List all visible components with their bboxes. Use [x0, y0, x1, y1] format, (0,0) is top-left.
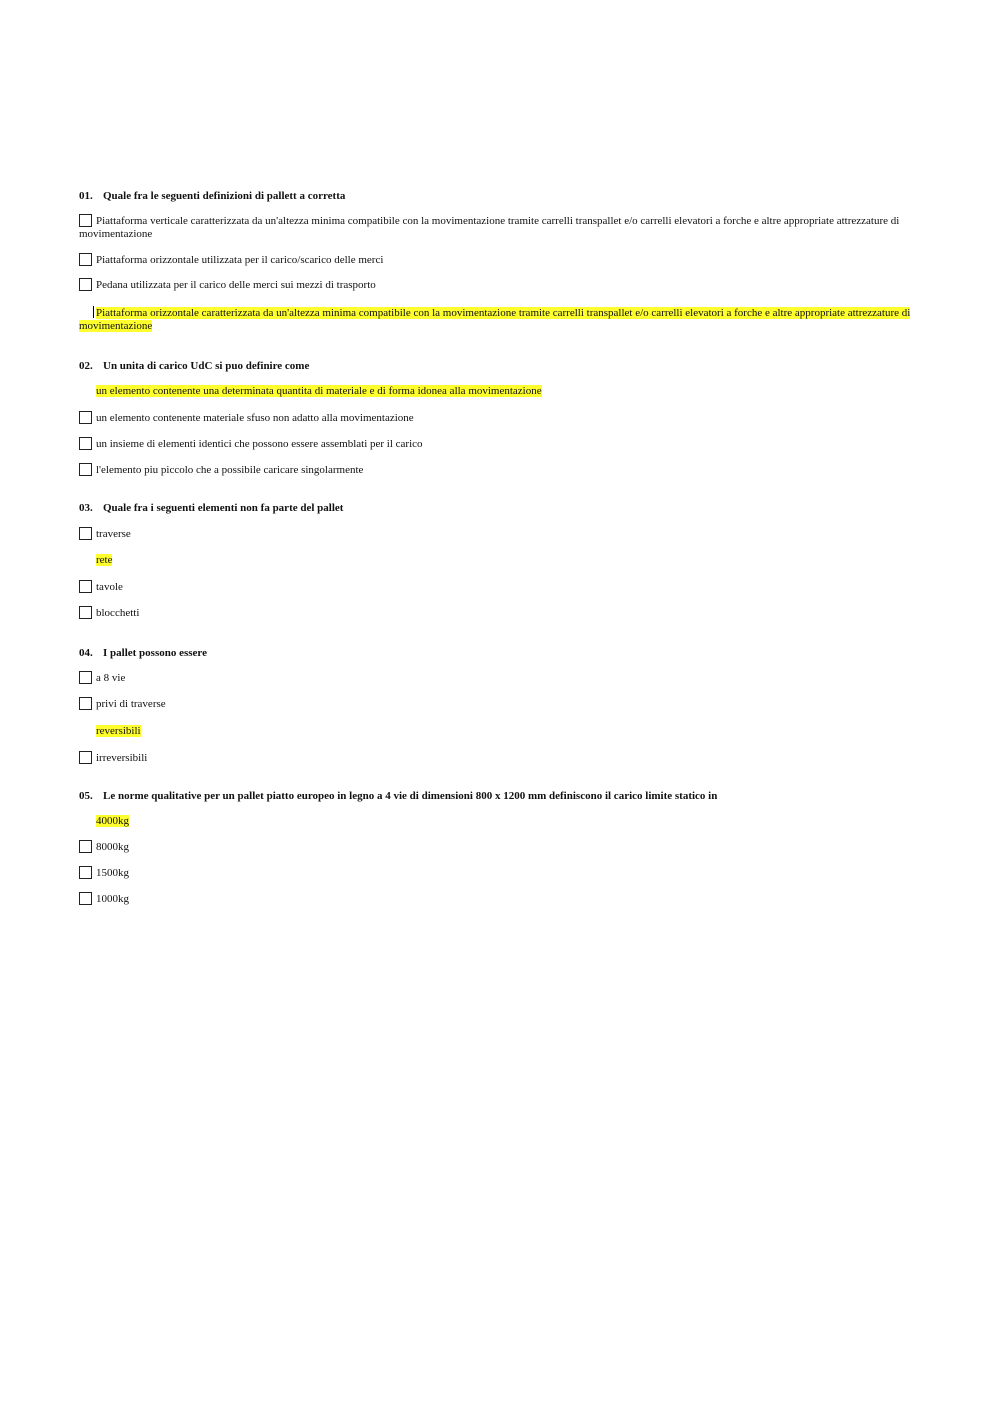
option-checkbox[interactable]: l'elemento piu piccolo che a possibile caricare singolarmente — [79, 463, 921, 477]
option-checkbox[interactable]: tavole — [79, 580, 921, 594]
option-correct-answer[interactable]: Piattaforma orizzontale caratterizzata da un'altezza minima compatibile con la movimentazione tramite carrelli transpallet e/o carrelli elevatori a forche e altre appropriate attrezzature di movimentazione — [79, 307, 911, 332]
question-title: 03. Quale fra i seguenti elementi non fa parte del pallet — [79, 502, 344, 514]
checkbox[interactable] — [79, 411, 92, 424]
text-cursor — [93, 306, 94, 318]
checkbox[interactable] — [79, 840, 92, 853]
checkbox[interactable] — [79, 866, 92, 879]
checkbox[interactable] — [79, 278, 92, 291]
checkbox[interactable] — [79, 751, 92, 764]
option-correct-answer[interactable]: 4000kg — [96, 815, 129, 827]
question-title: 04. I pallet possono essere — [79, 647, 207, 659]
question-05 — [79, 789, 921, 803]
checkbox[interactable] — [79, 697, 92, 710]
checkbox[interactable] — [79, 606, 92, 619]
question-02 — [79, 359, 921, 373]
checkbox[interactable] — [79, 253, 92, 266]
checkbox[interactable] — [79, 580, 92, 593]
option-correct-answer[interactable]: un elemento contenente una determinata quantita di materiale e di forma idonea alla movimentazione — [96, 385, 542, 397]
option-checkbox[interactable]: 1500kg — [79, 866, 921, 880]
option-checkbox[interactable]: 8000kg — [79, 840, 921, 854]
option-checkbox[interactable]: blocchetti — [79, 606, 921, 620]
checkbox[interactable] — [79, 527, 92, 540]
option-checkbox[interactable]: un elemento contenente materiale sfuso non adatto alla movimentazione — [79, 411, 921, 425]
option-checkbox[interactable]: privi di traverse — [79, 697, 921, 711]
option-checkbox[interactable]: irreversibili — [79, 751, 921, 765]
checkbox[interactable] — [79, 437, 92, 450]
option-checkbox[interactable]: Piattaforma verticale caratterizzata da un'altezza minima compatibile con la movimentazione tramite carrelli transpallet e/o carrelli elevatori a forche e altre appropriate attrezzature di movimentazione — [79, 215, 900, 240]
option-checkbox[interactable]: traverse — [79, 527, 921, 541]
question-title: 01. Quale fra le seguenti definizioni di pallett a corretta — [79, 190, 346, 202]
option-checkbox[interactable]: Pedana utilizzata per il carico delle merci sui mezzi di trasporto — [79, 278, 921, 292]
option-correct-answer[interactable]: reversibili — [96, 725, 141, 737]
question-01 — [79, 189, 921, 203]
checkbox[interactable] — [79, 892, 92, 905]
question-title: 02. Un unita di carico UdC si puo definire come — [79, 360, 310, 372]
checkbox[interactable] — [79, 214, 92, 227]
option-checkbox[interactable]: a 8 vie — [79, 671, 921, 685]
checkbox[interactable] — [79, 671, 92, 684]
option-checkbox[interactable]: 1000kg — [79, 892, 921, 906]
question-title: 05. Le norme qualitative per un pallet piatto europeo in legno a 4 vie di dimensioni 800 x 1200 mm definiscono il carico limite statico in — [79, 790, 718, 802]
question-03 — [79, 501, 921, 515]
option-checkbox[interactable]: Piattaforma orizzontale utilizzata per il carico/scarico delle merci — [79, 253, 921, 267]
question-04 — [79, 646, 921, 660]
checkbox[interactable] — [79, 463, 92, 476]
option-checkbox[interactable]: un insieme di elementi identici che possono essere assemblati per il carico — [79, 437, 921, 451]
option-correct-answer[interactable]: rete — [96, 554, 113, 566]
